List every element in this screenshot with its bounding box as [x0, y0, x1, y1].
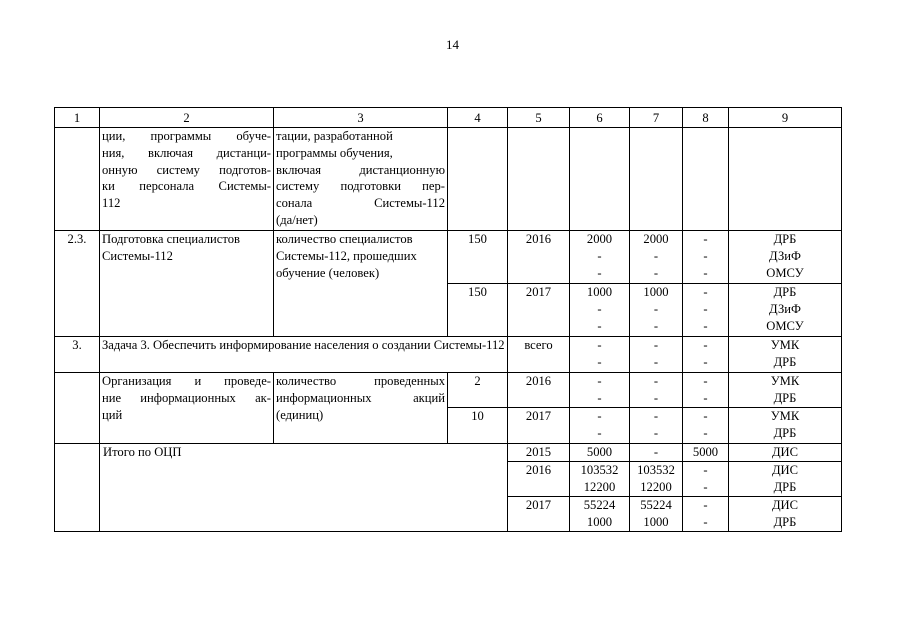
- cell-col7: [630, 284, 683, 337]
- value: -: [653, 374, 659, 388]
- header-cell: 7: [630, 108, 683, 128]
- cell-col7: [630, 462, 683, 497]
- value: -: [703, 285, 708, 299]
- text-line: ций: [102, 407, 123, 422]
- value: -: [703, 498, 708, 512]
- value: ДРБ: [773, 232, 797, 246]
- cell-year: 2016: [508, 231, 570, 284]
- text-line: ции, программы обуче-: [102, 129, 271, 143]
- value: -: [703, 514, 708, 529]
- value: ДРБ: [773, 514, 797, 529]
- value: ДРБ: [773, 390, 797, 405]
- cell-num: [55, 444, 100, 532]
- value: 2000: [643, 232, 669, 246]
- value: ДЗиФ: [769, 248, 801, 263]
- cell-total-label: Итого по ОЦП: [100, 444, 508, 532]
- cell-col8: [683, 231, 729, 284]
- value: -: [703, 425, 708, 440]
- cell: [448, 128, 508, 231]
- cell-target: 150: [448, 284, 508, 337]
- value: ДИС: [771, 498, 799, 512]
- cell-executor: [729, 373, 842, 408]
- cell-year: 2017: [508, 284, 570, 337]
- value: 12200: [583, 479, 616, 494]
- cell-executor: [729, 462, 842, 497]
- value: -: [597, 354, 602, 369]
- cell-indicator: [274, 231, 448, 337]
- value: ДРБ: [773, 285, 797, 299]
- table-row: [55, 128, 842, 231]
- value: ОМСУ: [766, 318, 804, 333]
- cell: [630, 128, 683, 231]
- cell-event-name: [100, 373, 274, 444]
- cell-year: 2016: [508, 373, 570, 408]
- cell-col8: [683, 462, 729, 497]
- text-line: онную систему подготов-: [102, 162, 271, 177]
- text-line: количество специалистов: [276, 232, 413, 246]
- cell: [508, 128, 570, 231]
- value: ДРБ: [773, 425, 797, 440]
- cell-num: [55, 373, 100, 444]
- cell-year: 2017: [508, 497, 570, 532]
- cell: [683, 128, 729, 231]
- cell-target: 150: [448, 231, 508, 284]
- cell-target: 2: [448, 373, 508, 408]
- value: -: [703, 301, 708, 316]
- value: 55224: [583, 498, 616, 512]
- value: -: [703, 248, 708, 263]
- cell-col6: [570, 373, 630, 408]
- cell-col7: -: [630, 444, 683, 462]
- page-number: 14: [446, 37, 459, 52]
- cell-col8: [683, 284, 729, 337]
- cell-num: 2.3.: [55, 231, 100, 337]
- text-line: тации, разработанной: [276, 129, 393, 143]
- cell-num: [55, 128, 100, 231]
- table-row: [55, 231, 842, 284]
- cell-col8: [683, 408, 729, 444]
- cell-col6: [570, 497, 630, 532]
- value: -: [703, 232, 708, 246]
- value: ОМСУ: [766, 265, 804, 280]
- value: -: [703, 354, 708, 369]
- table-row: [55, 337, 842, 373]
- cell-executor: [729, 284, 842, 337]
- value: 103532: [580, 463, 619, 477]
- value: ДИС: [771, 463, 799, 477]
- cell-target: 10: [448, 408, 508, 444]
- cell-executor: [729, 408, 842, 444]
- cell-num: 3.: [55, 337, 100, 373]
- value: -: [703, 318, 708, 333]
- cell-col6: 5000: [570, 444, 630, 462]
- program-table: [54, 107, 842, 532]
- value: 103532: [637, 463, 675, 477]
- text-line: 112: [102, 196, 121, 211]
- header-cell: 9: [729, 108, 842, 128]
- cell-col8: [683, 373, 729, 408]
- cell-col7: [630, 231, 683, 284]
- value: -: [653, 409, 659, 423]
- cell: [729, 128, 842, 231]
- text-line: сонала Системы-112: [276, 196, 445, 211]
- table-row: [55, 444, 842, 462]
- header-cell: 6: [570, 108, 630, 128]
- text-line: Организация и проведе-: [102, 374, 271, 388]
- value: -: [653, 425, 659, 440]
- header-cell: 1: [55, 108, 100, 128]
- cell-col6: [570, 408, 630, 444]
- text-line: количество проведенных: [276, 374, 445, 388]
- cell-col8: [683, 497, 729, 532]
- value: -: [653, 301, 659, 316]
- value: -: [597, 409, 602, 423]
- cell-col8: 5000: [683, 444, 729, 462]
- header-cell: 4: [448, 108, 508, 128]
- text-line: информационных акций: [276, 390, 445, 405]
- cell: [570, 128, 630, 231]
- value: -: [703, 409, 708, 423]
- value: 2000: [586, 232, 613, 246]
- value: -: [653, 390, 659, 405]
- cell-year: всего: [508, 337, 570, 373]
- cell-executor: [729, 497, 842, 532]
- value: УМК: [770, 338, 800, 352]
- value: 1000: [586, 285, 613, 299]
- text-line: обучение (человек): [276, 265, 380, 280]
- cell-task-title: Задача 3. Обеспечить информирование населения о создании Системы-112: [100, 337, 508, 373]
- value: -: [703, 338, 708, 352]
- header-cell: 5: [508, 108, 570, 128]
- value: ДЗиФ: [769, 301, 801, 316]
- cell-col6: [570, 231, 630, 284]
- value: -: [653, 248, 659, 263]
- value: УМК: [770, 409, 800, 423]
- cell-col6: [570, 462, 630, 497]
- cell-col7: [630, 373, 683, 408]
- cell-col6: [570, 284, 630, 337]
- table-row: [55, 373, 842, 408]
- value: -: [703, 479, 708, 494]
- cell-col8: [683, 337, 729, 373]
- value: -: [597, 425, 602, 440]
- cell-event-name: Подготовка специалистов Системы-112: [100, 231, 274, 337]
- cell-event-name: [100, 128, 274, 231]
- value: -: [703, 374, 708, 388]
- value: 1000: [643, 514, 669, 529]
- value: -: [597, 338, 602, 352]
- cell-year: 2015: [508, 444, 570, 462]
- cell-indicator: [274, 373, 448, 444]
- value: -: [653, 318, 659, 333]
- cell-indicator: [274, 128, 448, 231]
- value: 1000: [643, 285, 669, 299]
- text-line: Системы-112, прошедших: [276, 248, 417, 263]
- value: -: [653, 338, 659, 352]
- value: 12200: [640, 479, 672, 494]
- value: -: [703, 463, 708, 477]
- value: 55224: [640, 498, 672, 512]
- value: -: [597, 374, 602, 388]
- value: ДРБ: [773, 354, 797, 369]
- value: -: [597, 265, 602, 280]
- value: -: [597, 390, 602, 405]
- header-cell: 8: [683, 108, 729, 128]
- header-cell: 3: [274, 108, 448, 128]
- value: -: [703, 390, 708, 405]
- text-line: (да/нет): [276, 212, 318, 227]
- cell-col7: [630, 408, 683, 444]
- text-line: ния, включая дистанци-: [102, 145, 271, 160]
- cell-executor: ДИС: [729, 444, 842, 462]
- text-line: ние информационных ак-: [102, 390, 271, 405]
- text-line: включая дистанционную: [276, 162, 445, 177]
- cell-executor: [729, 231, 842, 284]
- value: -: [703, 265, 708, 280]
- header-row: [55, 108, 842, 128]
- value: -: [597, 318, 602, 333]
- value: -: [653, 265, 659, 280]
- cell-year: 2017: [508, 408, 570, 444]
- value: 1000: [586, 514, 613, 529]
- cell-col7: [630, 497, 683, 532]
- cell-col7: [630, 337, 683, 373]
- value: -: [597, 301, 602, 316]
- value: -: [653, 354, 659, 369]
- cell-year: 2016: [508, 462, 570, 497]
- value: УМК: [770, 374, 800, 388]
- value: ДРБ: [773, 479, 797, 494]
- text-line: ки персонала Системы-: [102, 179, 271, 194]
- cell-col6: [570, 337, 630, 373]
- text-line: систему подготовки пер-: [276, 179, 445, 194]
- text-line: (единиц): [276, 407, 324, 422]
- value: -: [597, 248, 602, 263]
- header-cell: 2: [100, 108, 274, 128]
- text-line: программы обучения,: [276, 145, 393, 160]
- cell-executor: [729, 337, 842, 373]
